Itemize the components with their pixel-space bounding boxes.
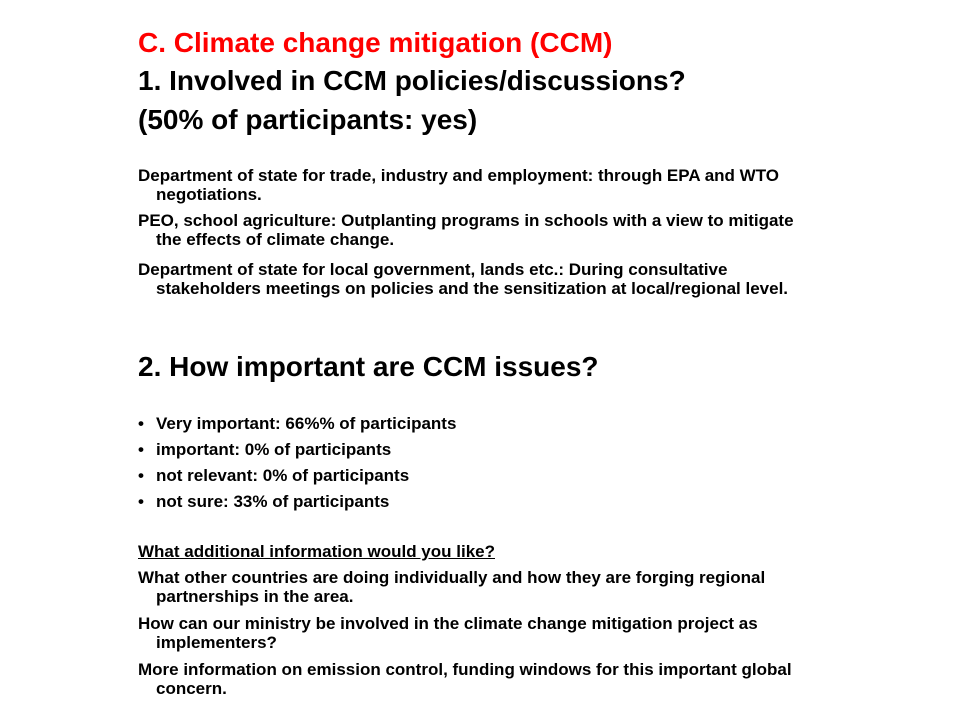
additional-info-heading: What additional information would you like? <box>138 542 495 561</box>
list-item <box>138 466 456 492</box>
additional-info-item-countries: What other countries are doing individually and how they are forging regional partnerships in the area. <box>138 568 766 606</box>
list-item <box>138 414 456 440</box>
list-item <box>138 440 456 466</box>
bullet-icon: • <box>138 466 144 485</box>
question-1-title: 1. Involved in CCM policies/discussions? <box>138 65 686 96</box>
bullet-icon: • <box>138 440 144 459</box>
list-item-text: not relevant: 0% of participants <box>156 466 410 485</box>
involvement-item-local-government: Department of state for local government, lands etc.: During consultative stakeholders meetings on policies and the sensitization at local/regional level. <box>138 260 789 298</box>
question-2-title: 2. How important are CCM issues? <box>138 351 599 382</box>
question-1-result: (50% of participants: yes) <box>138 104 478 135</box>
involvement-item-agriculture: PEO, school agriculture: Outplanting programs in schools with a view to mitigate the effects of climate change. <box>138 211 794 249</box>
additional-info-item-ministry: How can our ministry be involved in the climate change mitigation project as implementers? <box>138 614 758 652</box>
additional-info-item-emission: More information on emission control, funding windows for this important global concern. <box>138 660 792 698</box>
list-item-text: not sure: 33% of participants <box>156 492 390 511</box>
involvement-item-trade: Department of state for trade, industry and employment: through EPA and WTO negotiations. <box>138 166 780 204</box>
list-item-text: important: 0% of participants <box>156 440 392 459</box>
bullet-icon: • <box>138 492 144 511</box>
list-item <box>138 492 456 518</box>
importance-list <box>138 414 456 518</box>
section-title: C. Climate change mitigation (CCM) <box>138 27 613 58</box>
bullet-icon: • <box>138 414 144 433</box>
list-item-text: Very important: 66%% of participants <box>156 414 457 433</box>
